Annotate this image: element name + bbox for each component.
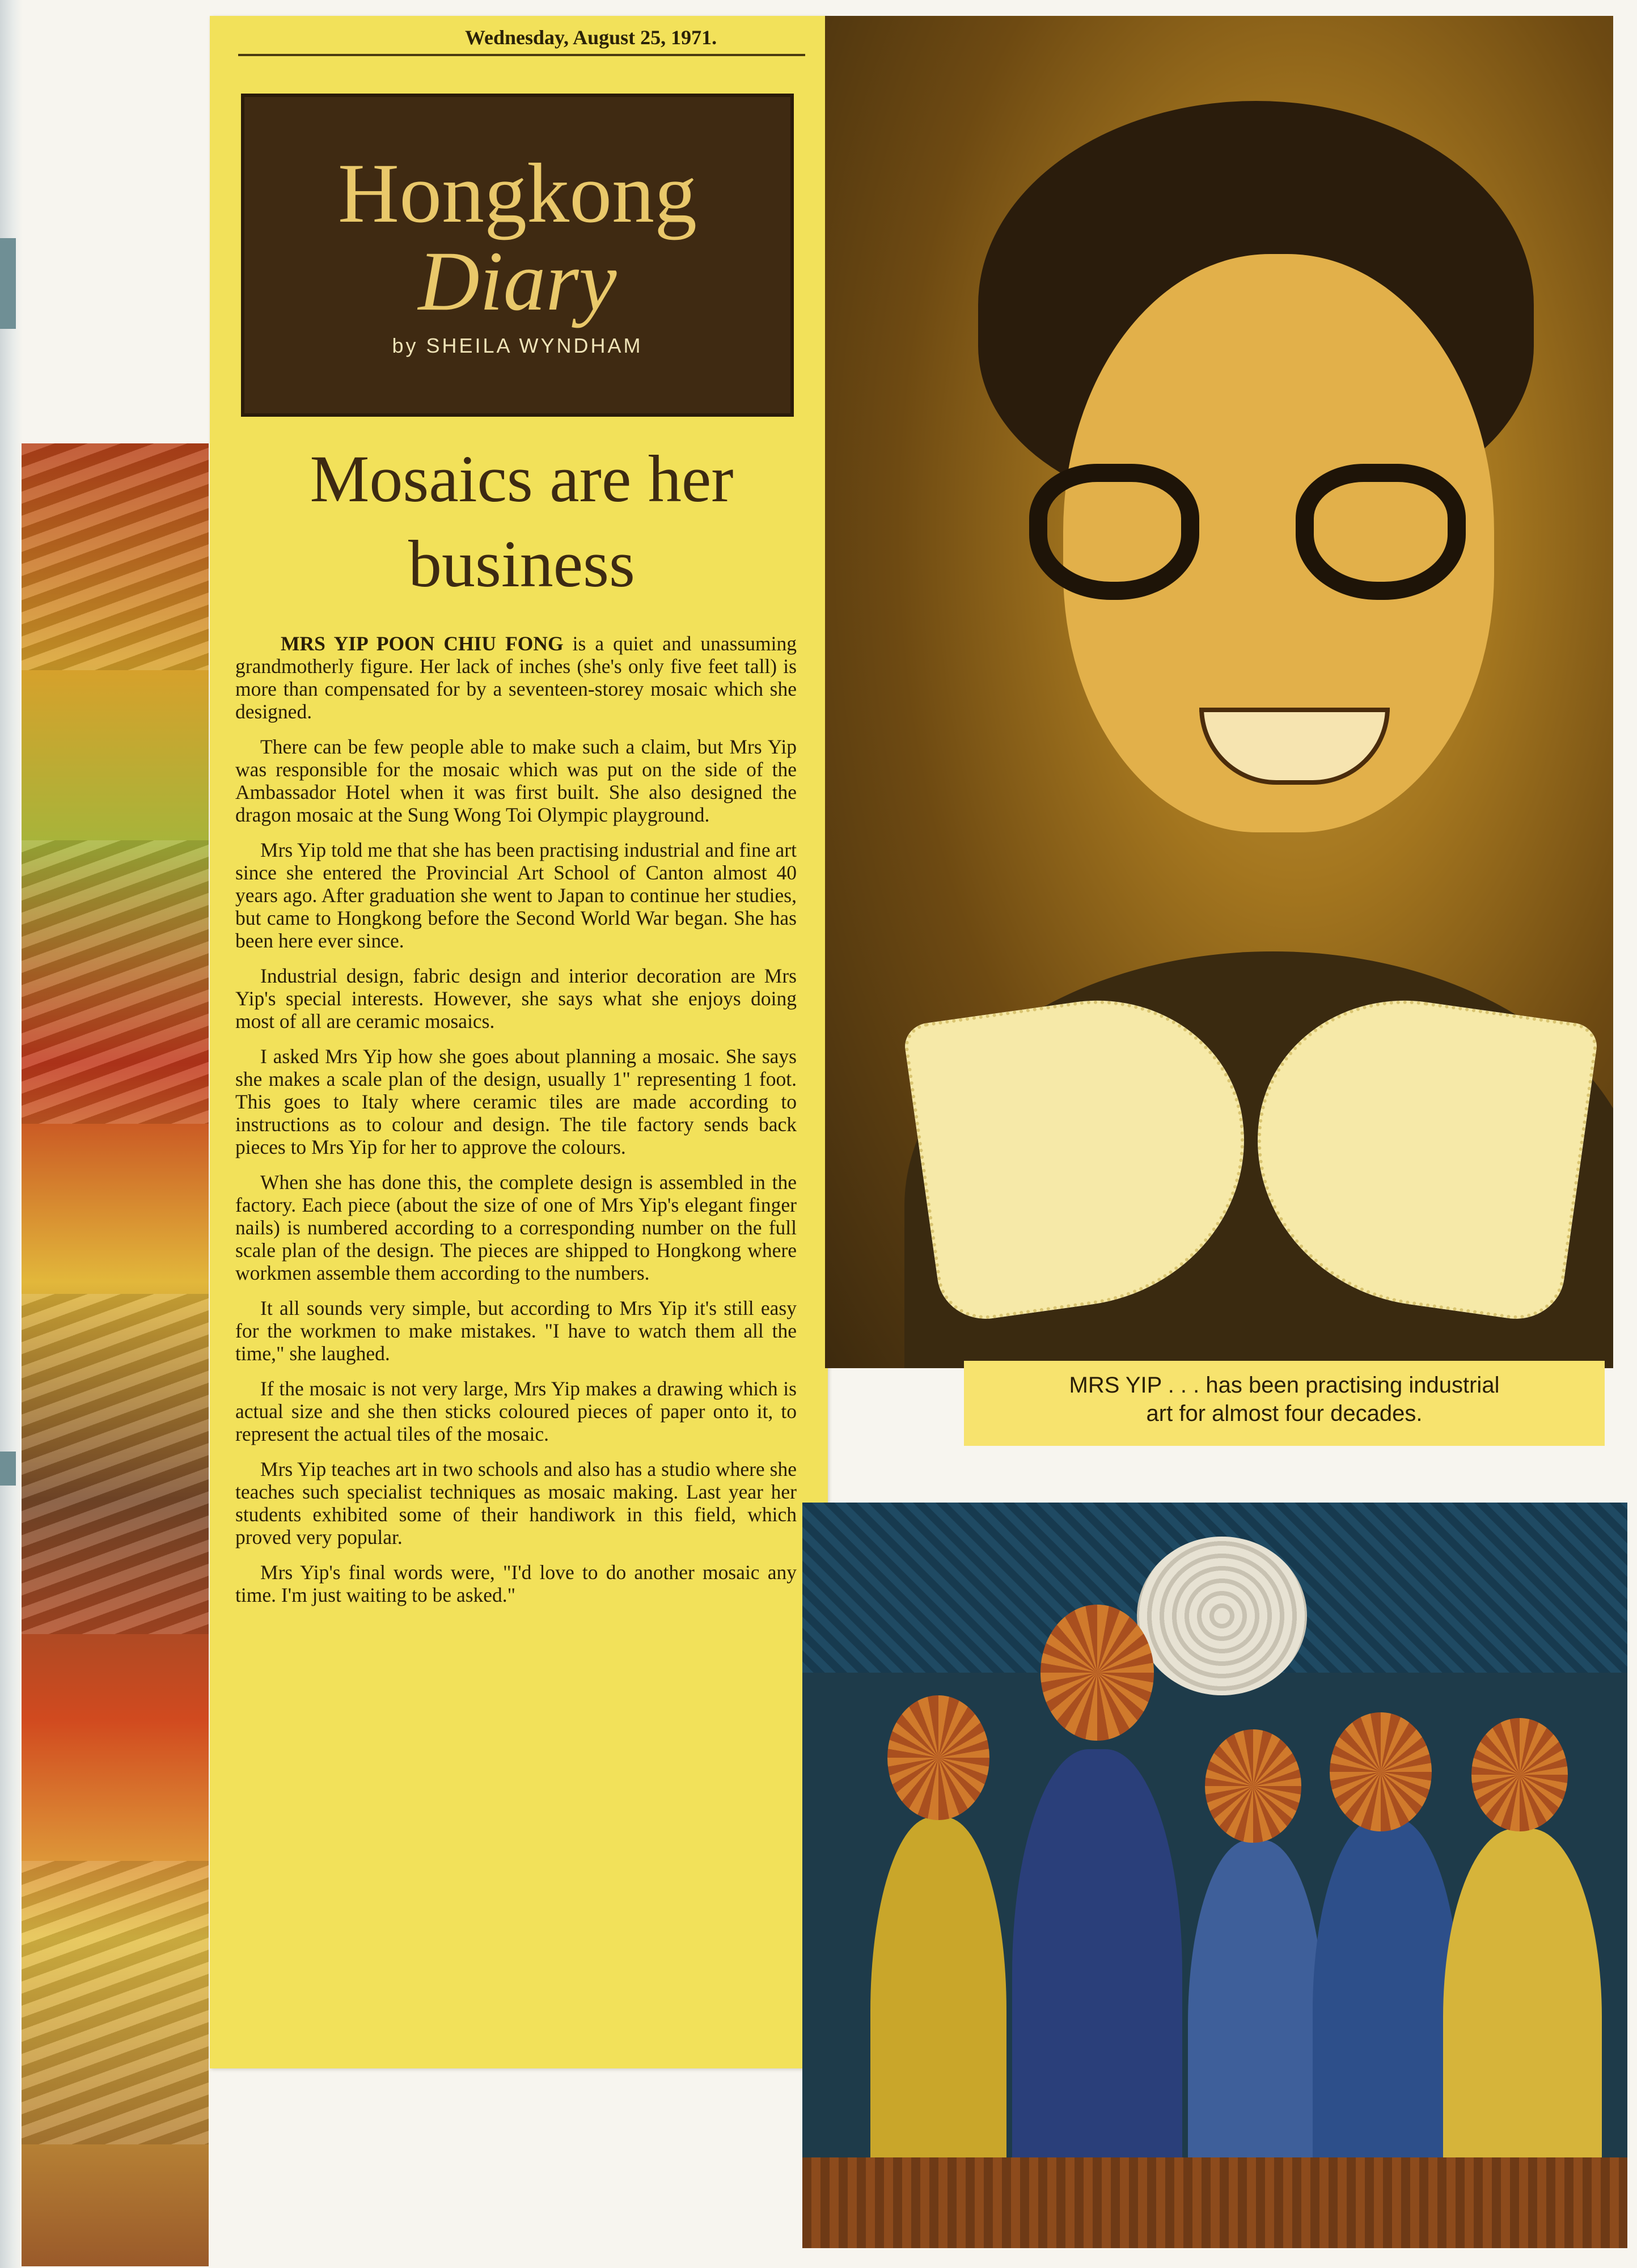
lead-caps: MRS YIP POON CHIU FONG — [281, 632, 564, 655]
photo-caption — [964, 1361, 1605, 1446]
article-headline: Mosaics are her business — [310, 442, 734, 601]
mosaic-figure-head — [1205, 1729, 1301, 1843]
portrait-photo — [825, 16, 1613, 1368]
article-paragraph: There can be few people able to make such a claim, but Mrs Yip was responsible for the mosaic which was put on the side of the Ambassador Hotel when it was first built. She also designed the dragon mosaic at the Sung Wong Toi Olympic playground. — [235, 735, 797, 826]
page-tab — [0, 238, 16, 329]
issue-date: Wednesday, August 25, 1971. — [465, 26, 717, 49]
photo-caption-line1: MRS YIP . . . has been practising industrial — [1069, 1373, 1500, 1398]
painting-band — [22, 443, 209, 670]
article-paragraph: Mrs Yip's final words were, "I'd love to do another mosaic any time. I'm just waiting to be asked." — [235, 1561, 797, 1606]
article-paragraph: When she has done this, the complete design is assembled in the factory. Each piece (about the size of one of Mrs Yip's elegant finger nails) is numbered according to a corresponding number on the full scale plan of the design. The pieces are shipped to Hongkong where workmen assemble them according to the numbers. — [235, 1171, 797, 1284]
mosaic-figure-head — [1330, 1712, 1432, 1831]
article-paragraph: If the mosaic is not very large, Mrs Yip makes a drawing which is actual size and she then sticks coloured pieces of paper onto it, to represent the actual tiles of the mosaic. — [235, 1377, 797, 1445]
glasses-left-lens — [1029, 464, 1199, 600]
masthead-title-line1: Hongkong — [337, 146, 697, 240]
painting-band — [22, 1294, 209, 1634]
album-page-edge — [0, 0, 23, 2268]
article-paragraph: I asked Mrs Yip how she goes about planning a mosaic. She says she makes a scale plan of the design, usually 1" representing 1 foot. This goes to Italy where ceramic tiles are made according to instructions as to colour and design. The tile factory sends back pieces to Mrs Yip for her to approve the colours. — [235, 1045, 797, 1158]
glasses-right-lens — [1296, 464, 1466, 600]
lead-text: is a quiet and unassuming grandmotherly figure. Her lack of inches (she's only five feet tall) is more than compensated for by a seventeen-storey mosaic which she designed. — [235, 632, 797, 723]
article-paragraph — [235, 632, 797, 723]
decorative-painting-strip — [22, 443, 209, 2266]
article-paragraph: Mrs Yip told me that she has been practising industrial and fine art since she entered the Provincial Art School of Canton almost 40 years ago. After graduation she went to Japan to continue her studies, but came to Hongkong before the Second World War began. She has been here ever since. — [235, 839, 797, 952]
mosaic-sun — [1137, 1537, 1307, 1695]
mosaic-artwork-photo — [802, 1503, 1627, 2248]
header-rule — [238, 54, 805, 56]
article-paragraph: Mrs Yip teaches art in two schools and also has a studio where she teaches such specialist techniques as mosaic making. Last year her students exhibited some of their handiwork in this field, which proved very popular. — [235, 1458, 797, 1548]
masthead-title-line2: Diary — [418, 234, 617, 328]
painting-band — [22, 1861, 209, 2144]
byline: by SHEILA WYNDHAM — [392, 334, 643, 357]
article-paragraph: It all sounds very simple, but according to Mrs Yip it's still easy for the workmen to make mistakes. "I have to watch them all the time," she laughed. — [235, 1297, 797, 1365]
page-tab — [0, 1452, 16, 1486]
mosaic-figure-head — [1471, 1718, 1568, 1831]
article-body — [235, 632, 797, 1619]
photo-caption-line2: art for almost four decades. — [1146, 1401, 1423, 1426]
mosaic-figure-head — [1040, 1605, 1154, 1741]
column-masthead — [241, 94, 794, 417]
mosaic-figure-head — [887, 1695, 989, 1820]
mosaic-ground — [802, 2157, 1627, 2248]
article-paragraph: Industrial design, fabric design and interior decoration are Mrs Yip's special interests. However, she says what she enjoys doing most of all are ceramic mosaics. — [235, 964, 797, 1033]
painting-band — [22, 840, 209, 1124]
